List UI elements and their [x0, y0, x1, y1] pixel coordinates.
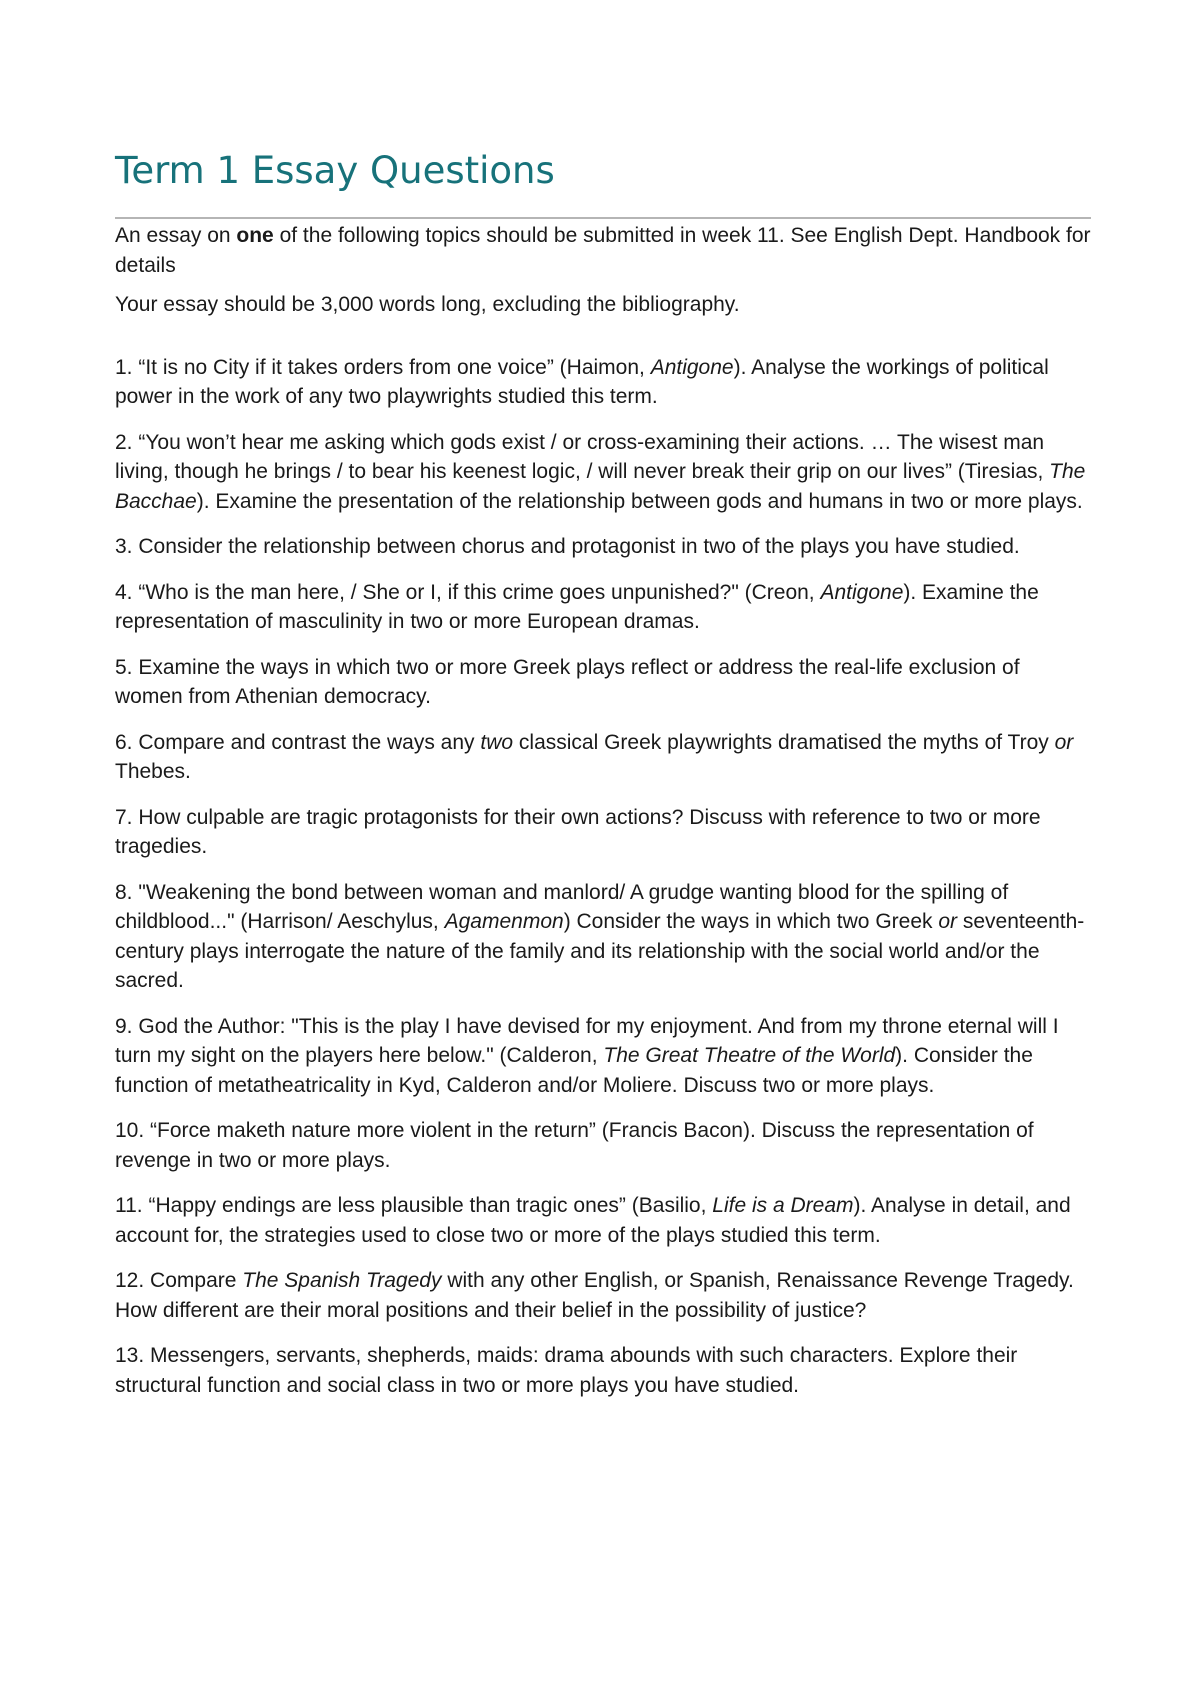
document-body [115, 221, 1091, 1416]
question-number: 8. [115, 880, 133, 904]
question-text: How culpable are tragic protagonists for their own actions? Discuss with reference to two or more tragedies. [115, 805, 1041, 858]
intro-emphasis: one [236, 224, 274, 247]
question-text: Consider the relationship between chorus and protagonist in two of the plays you have studied. [138, 535, 1020, 558]
question-number: 5. [115, 655, 133, 679]
intro-text-end: of the following topics should be submitted in week 11. See English Dept. Handbook for details [115, 224, 1091, 277]
question-number: 1. [115, 355, 133, 379]
question-italic-text: Agamenmon [444, 910, 564, 933]
question-text: ). Examine the presentation of the relationship between gods and humans in two or more plays. [196, 489, 1083, 513]
essay-question [115, 1191, 1091, 1250]
question-text: ). Analyse in detail, and account for, the strategies used to close two or more of the plays studied this term. [115, 1194, 1071, 1247]
question-italic-text: Life is a Dream [712, 1194, 854, 1217]
question-number: 2. [115, 430, 133, 454]
question-text: ). Consider the function of metatheatricality in Kyd, Calderon and/or Moliere. Discuss two or more plays. [115, 1044, 1033, 1097]
essay-question [115, 1266, 1091, 1325]
question-text: seventeenth-century plays interrogate the nature of the family and its relationship with the social world and/or the sacred. [115, 910, 1085, 992]
essay-question [115, 1116, 1091, 1175]
question-text: with any other English, or Spanish, Renaissance Revenge Tragedy. How different are their moral positions and their belief in the possibility of justice? [115, 1269, 1074, 1322]
question-number: 7. [115, 805, 133, 829]
essay-question [115, 428, 1091, 517]
question-number: 11. [115, 1194, 143, 1217]
question-text: Thebes. [115, 760, 191, 783]
question-text: "Weakening the bond between woman and manlord/ A grudge wanting blood for the spilling of childblood..." (Harrison/ Aeschylus, [115, 880, 1009, 933]
question-text: Compare and contrast the ways any [138, 730, 481, 754]
word-count-note: Your essay should be 3,000 words long, excluding the bibliography. [115, 293, 740, 316]
question-italic-text: The Spanish Tragedy [242, 1269, 442, 1292]
question-text: “You won’t hear me asking which gods exist / or cross-examining their actions. … The wisest man living, though he brings / to bear his keenest logic, / will never break their grip on our lives” (Tiresias, [115, 430, 1050, 483]
question-text: Compare [150, 1269, 243, 1292]
question-italic-text: or [938, 910, 958, 933]
question-text: “Force maketh nature more violent in the return” (Francis Bacon). Discuss the representation of revenge in two or more plays. [115, 1119, 1034, 1172]
essay-question [115, 803, 1091, 862]
question-text: “Who is the man here, / She or I, if this crime goes unpunished?" (Creon, [138, 580, 821, 604]
essay-question [115, 653, 1091, 712]
question-number: 13. [115, 1344, 145, 1367]
essay-question [115, 578, 1091, 637]
essay-question [115, 1012, 1091, 1101]
question-text: Examine the ways in which two or more Greek plays reflect or address the real-life exclusion of women from Athenian democracy. [115, 655, 1020, 708]
intro-text-start: An essay on [115, 224, 237, 247]
question-number: 9. [115, 1014, 133, 1038]
question-number: 3. [115, 535, 133, 558]
question-number: 6. [115, 730, 133, 754]
question-text: ). Examine the representation of masculinity in two or more European dramas. [115, 580, 1039, 633]
question-text: Messengers, servants, shepherds, maids: drama abounds with such characters. Explore their structural function and social class in two or more plays you have studied. [115, 1344, 1018, 1397]
essay-question [115, 532, 1091, 562]
essay-question [115, 878, 1091, 996]
question-number: 4. [115, 580, 133, 604]
essay-question [115, 728, 1091, 787]
question-text: “It is no City if it takes orders from one voice” (Haimon, [138, 355, 651, 379]
title-divider [115, 217, 1091, 219]
question-number: 10. [115, 1119, 145, 1142]
question-italic-text: Antigone [820, 580, 904, 604]
question-italic-text: or [1054, 730, 1074, 754]
question-italic-text: The Bacchae [115, 460, 1086, 513]
question-text: ) Consider the ways in which two Greek [563, 910, 939, 933]
question-italic-text: Antigone [650, 355, 734, 379]
question-text: “Happy endings are less plausible than tragic ones” (Basilio, [148, 1194, 713, 1217]
question-number: 12. [115, 1269, 145, 1292]
question-italic-text: The Great Theatre of the World [603, 1044, 896, 1067]
intro-paragraph [115, 221, 1091, 280]
question-text: God the Author: "This is the play I have devised for my enjoyment. And from my throne eternal will I turn my sight on the players here below." (Calderon, [115, 1014, 1059, 1067]
essay-question [115, 353, 1091, 412]
page-title: Term 1 Essay Questions [115, 149, 555, 192]
question-text: ). Analyse the workings of political power in the work of any two playwrights studied this term. [115, 355, 1049, 408]
question-text: classical Greek playwrights dramatised the myths of Troy [513, 730, 1055, 754]
question-list [115, 353, 1091, 1401]
question-italic-text: two [480, 730, 514, 754]
essay-question [115, 1341, 1091, 1400]
